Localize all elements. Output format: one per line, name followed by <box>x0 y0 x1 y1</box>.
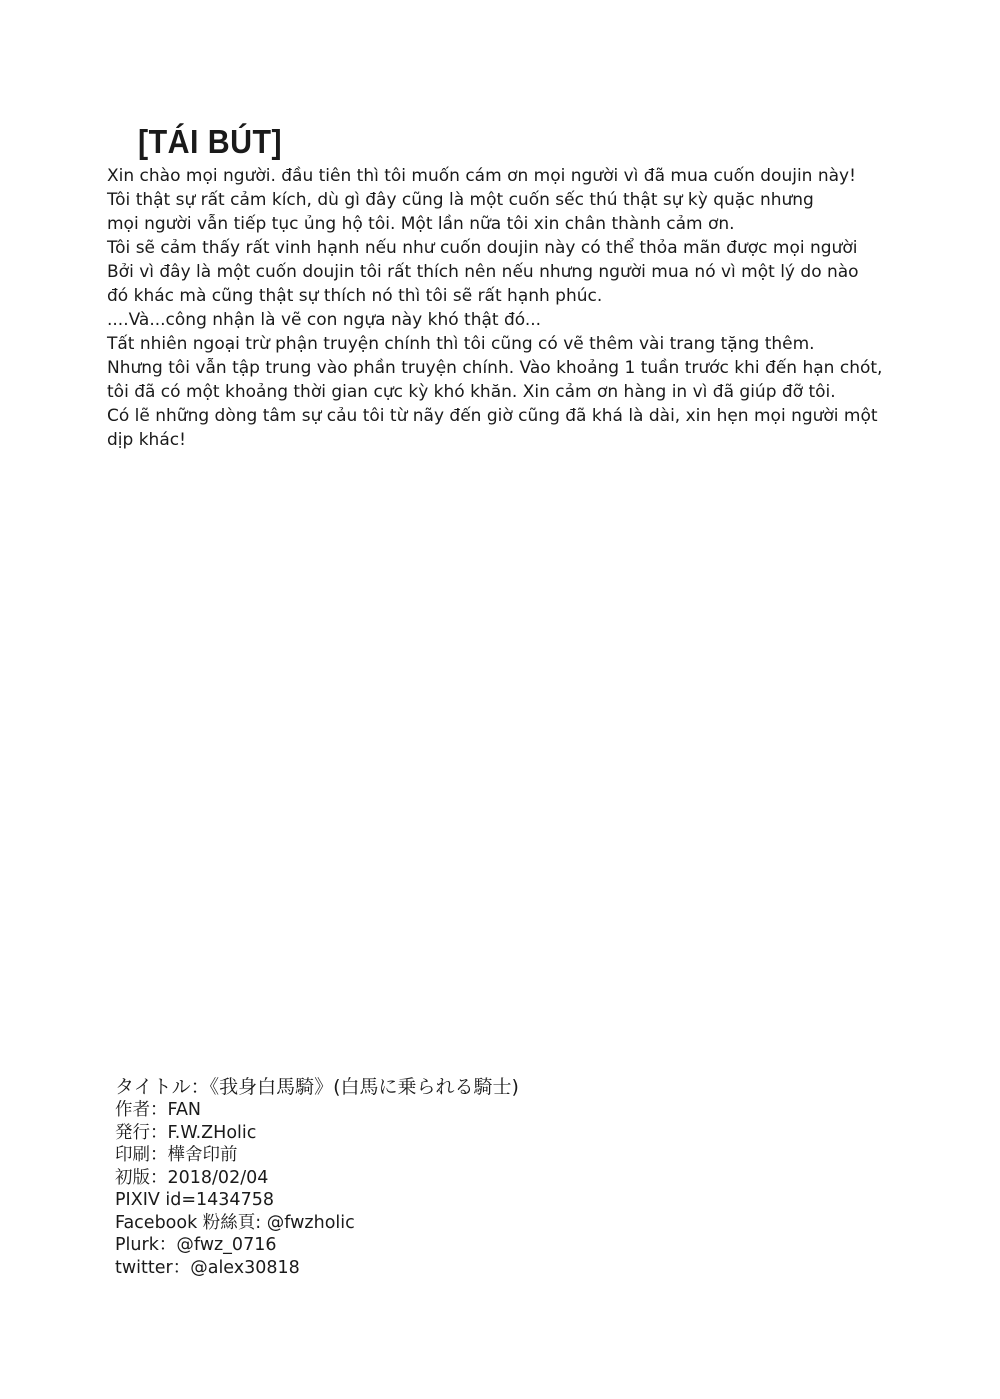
body-line: đó khác mà cũng thật sự thích nó thì tôi sẽ rất hạnh phúc. <box>107 286 603 306</box>
colophon-pixiv: PIXIV id=1434758 <box>115 1190 274 1210</box>
page-title: [TÁI BÚT] <box>138 123 283 160</box>
colophon-plurk: Plurk：@fwz_0716 <box>115 1235 277 1255</box>
colophon-publisher: 発行：F.W.ZHolic <box>115 1122 257 1143</box>
colophon-author: 作者：FAN <box>115 1100 202 1120</box>
body-line: Có lẽ những dòng tâm sự cảu tôi từ nãy đến giờ cũng đã khá là dài, xin hẹn mọi người một <box>107 406 878 426</box>
colophon-title: タイトル：《我身白馬騎》(白馬に乗られる騎士) <box>115 1076 519 1098</box>
colophon-facebook: Facebook 粉絲頁: @fwzholic <box>115 1212 355 1233</box>
colophon <box>115 1075 715 1279</box>
body-line: Tôi sẽ cảm thấy rất vinh hạnh nếu như cuốn doujin này có thể thỏa mãn được mọi người <box>107 238 858 258</box>
body-line: Tất nhiên ngoại trừ phận truyện chính thì tôi cũng có vẽ thêm vài trang tặng thêm. <box>107 334 815 354</box>
body-line: Bởi vì đây là một cuốn doujin tôi rất thích nên nếu nhưng người mua nó vì một lý do nào <box>107 262 859 282</box>
body-line: Nhưng tôi vẫn tập trung vào phần truyện chính. Vào khoảng 1 tuần trước khi đến hạn chót, <box>107 358 883 378</box>
colophon-twitter: twitter：@alex30818 <box>115 1257 300 1278</box>
afterword-body <box>107 164 967 452</box>
body-line: Xin chào mọi người. đầu tiên thì tôi muốn cám ơn mọi người vì đã mua cuốn doujin này! <box>107 166 856 186</box>
body-line: tôi đã có một khoảng thời gian cực kỳ khó khăn. Xin cảm ơn hàng in vì đã giúp đỡ tôi. <box>107 382 836 402</box>
body-line: Tôi thật sự rất cảm kích, dù gì đây cũng là một cuốn sếc thú thật sự kỳ quặc nhưng <box>107 190 814 210</box>
body-line: ....Và...công nhận là vẽ con ngựa này khó thật đó... <box>107 310 542 330</box>
colophon-printer: 印刷：樺舍印前 <box>115 1145 238 1165</box>
body-line: mọi người vẫn tiếp tục ủng hộ tôi. Một lần nữa tôi xin chân thành cảm ơn. <box>107 214 735 234</box>
body-line: dịp khác! <box>107 430 186 450</box>
colophon-first-edition: 初版：2018/02/04 <box>115 1167 269 1188</box>
